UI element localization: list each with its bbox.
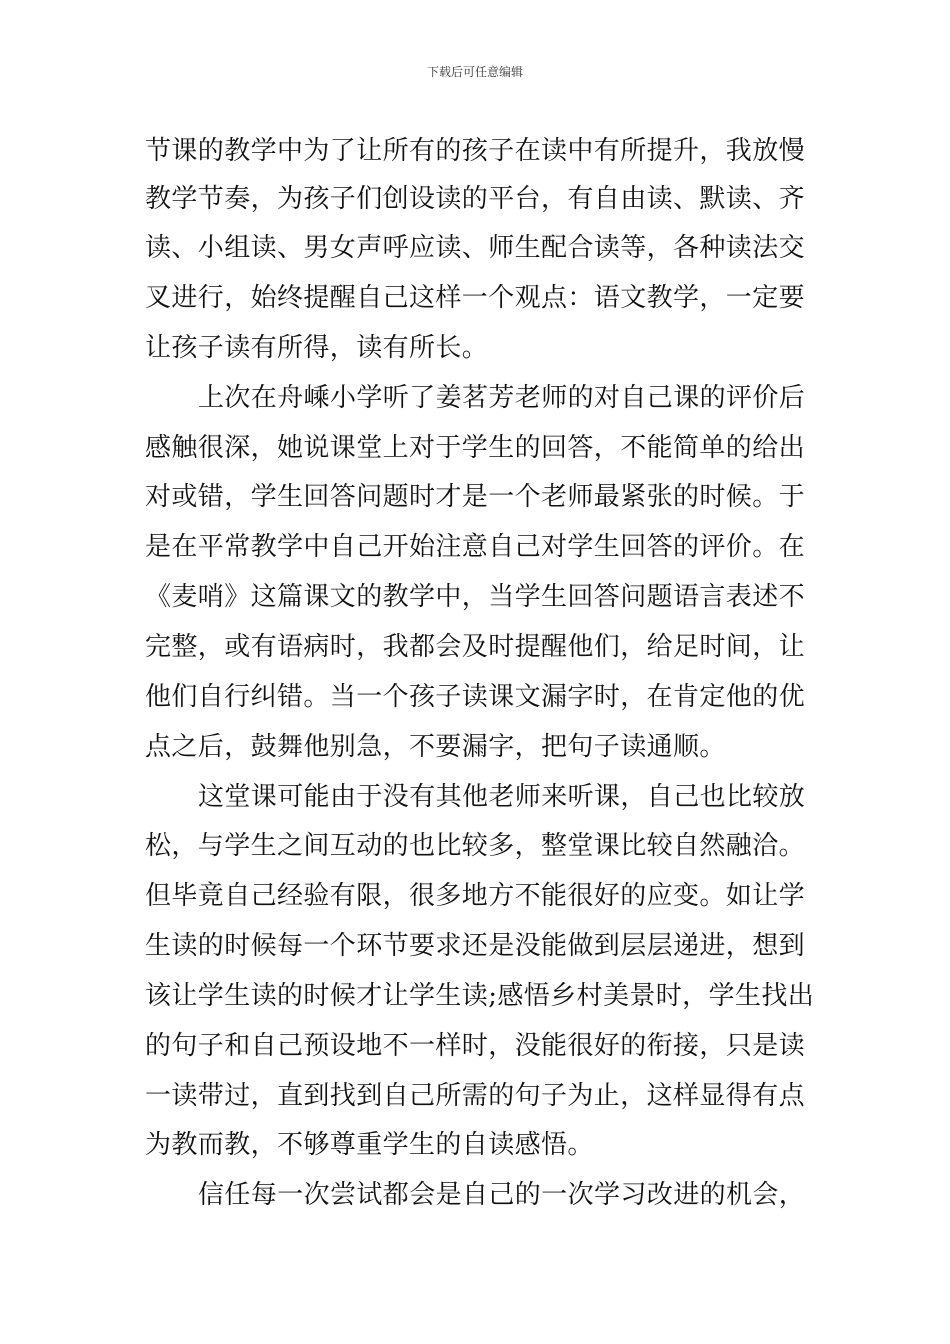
text-line: 点之后，鼓舞他别急，不要漏字，把句子读通顺。 [145, 732, 726, 762]
text-line: 感触很深，她说课堂上对于学生的回答，不能简单的给出 [145, 433, 806, 463]
text-line: 一读带过，直到找到自己所需的句子为止，这样显得有点 [145, 1081, 806, 1111]
text-line: 《麦哨》这篇课文的教学中，当学生回答问题语言表述不 [145, 582, 806, 612]
page-header: 下载后可任意编辑 [426, 65, 523, 79]
text-line: 是在平常教学中自己开始注意自己对学生回答的评价。在 [145, 532, 806, 562]
text-line: 对或错，学生回答问题时才是一个老师最紧张的时候。于 [145, 482, 806, 512]
text-line: 叉进行，始终提醒自己这样一个观点：语文教学，一定要 [145, 283, 806, 313]
text-line: 读、小组读、男女声呼应读、师生配合读等，各种读法交 [145, 233, 806, 263]
text-line: 节课的教学中为了让所有的孩子在读中有所提升，我放慢 [145, 136, 806, 166]
text-line: 该让学生读的时候才让学生读;感悟乡村美景时，学生找出 [145, 981, 815, 1011]
paragraph-first-line: 信任每一次尝试都会是自己的一次学习改进的机会， [198, 1180, 806, 1210]
paragraph-first-line: 这堂课可能由于没有其他老师来听课，自己也比较放 [198, 782, 806, 812]
text-line: 教学节奏，为孩子们创设读的平台，有自由读、默读、齐 [145, 184, 806, 214]
text-line: 松，与学生之间互动的也比较多，整堂课比较自然融洽。 [145, 831, 806, 861]
text-line: 为教而教，不够尊重学生的自读感悟。 [145, 1130, 594, 1160]
text-line: 让孩子读有所得，读有所长。 [145, 333, 489, 363]
text-line: 的句子和自己预设地不一样时，没能很好的衔接，只是读 [145, 1031, 806, 1061]
text-line: 他们自行纠错。当一个孩子读课文漏字时，在肯定他的优 [145, 682, 806, 712]
text-line: 完整，或有语病时，我都会及时提醒他们，给足时间，让 [145, 632, 806, 662]
text-line: 生读的时候每一个环节要求还是没能做到层层递进，想到 [145, 931, 806, 961]
paragraph-first-line: 上次在舟嵊小学听了姜茗芳老师的对自己课的评价后 [198, 383, 806, 413]
text-line: 但毕竟自己经验有限，很多地方不能很好的应变。如让学 [145, 881, 806, 911]
